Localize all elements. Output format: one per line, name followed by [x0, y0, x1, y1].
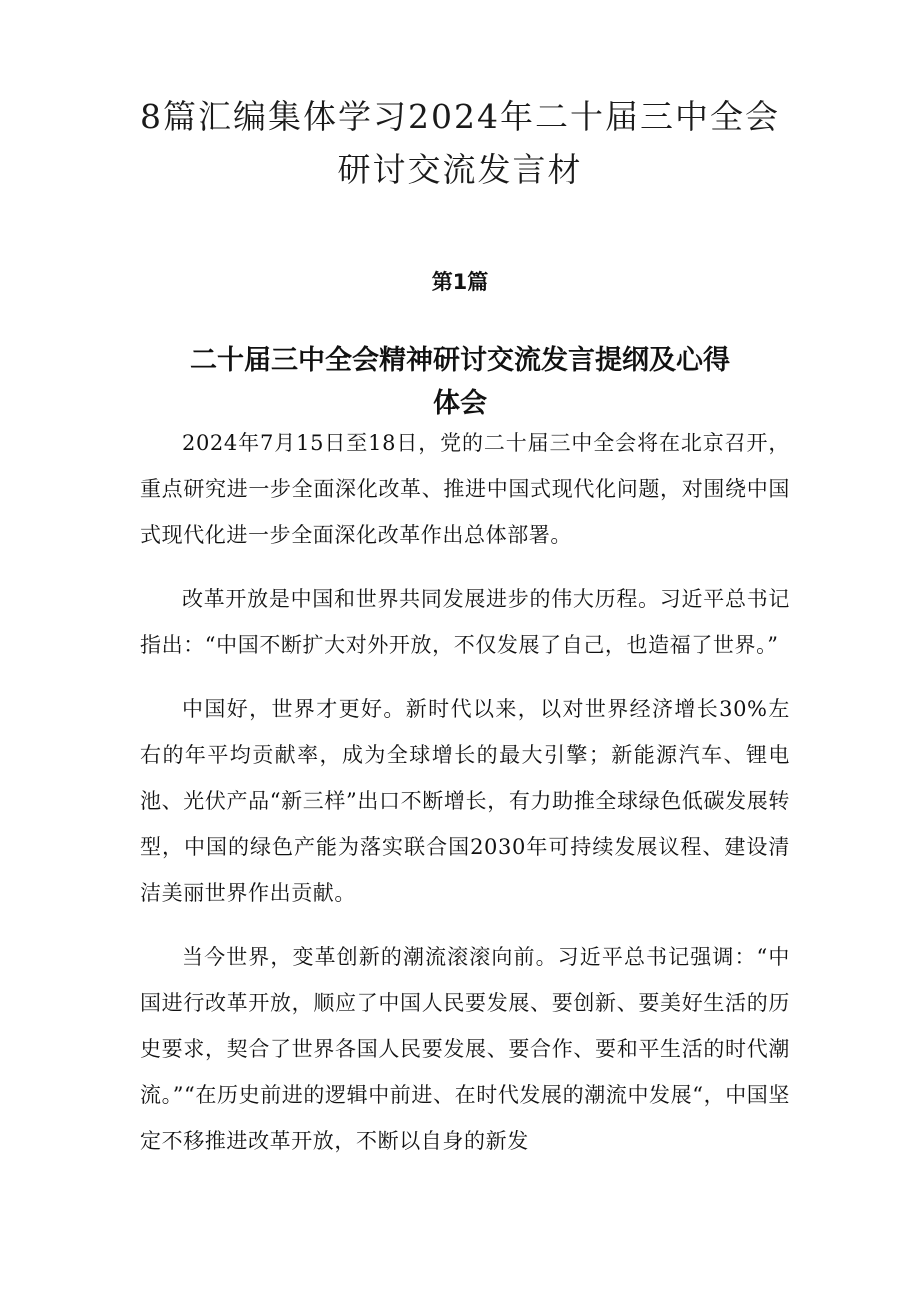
paragraph: 当今世界，变革创新的潮流滚滚向前。习近平总书记强调：“中国进行改革开放，顺应了中国人民要发展、要创新、要美好生活的历史要求，契合了世界各国人民要发展、要合作、要和平生活的时代潮流。”“在历史前进的逻辑中前进、在时代发展的潮流中发展“，中国坚定不移推进改革开放，不断以自身的新发 — [140, 945, 790, 1153]
article-body — [140, 420, 790, 1182]
article-title-line-2: 体会 — [433, 388, 487, 420]
article-title-line-1: 二十届三中全会精神研讨交流发言提纲及心得 — [190, 345, 730, 377]
paragraph: 2024年7月15日至18日，党的二十届三中全会将在北京召开，重点研究进一步全面深化改革、推进中国式现代化问题，对围绕中国式现代化进一步全面深化改革作出总体部署。 — [140, 431, 790, 547]
document-title-line-1: 8篇汇编集体学习2024年二十届三中全会 — [140, 97, 780, 136]
document-title-line-2: 研讨交流发言材 — [337, 150, 583, 189]
part-label: 第1篇 — [431, 270, 489, 294]
paragraph: 改革开放是中国和世界共同发展进步的伟大历程。习近平总书记指出：“中国不断扩大对外开放，不仅发展了自己，也造福了世界。” — [140, 587, 790, 657]
paragraph: 中国好，世界才更好。新时代以来，以对世界经济增长30%左右的年平均贡献率，成为全球增长的最大引擎；新能源汽车、锂电池、光伏产品“新三样”出口不断增长，有力助推全球绿色低碳发展转型，中国的绿色产能为落实联合国2030年可持续发展议程、建设清洁美丽世界作出贡献。 — [140, 697, 790, 905]
